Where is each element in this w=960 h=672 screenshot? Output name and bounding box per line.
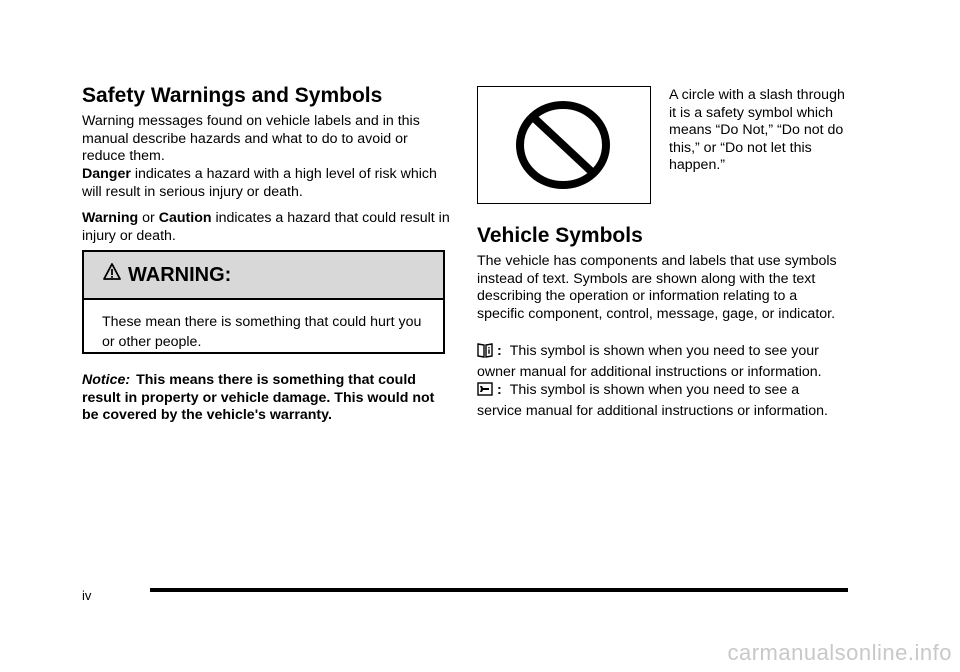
warning-paragraph (82, 210, 452, 245)
footer-rule (150, 588, 848, 592)
caution-term: Caution (158, 210, 212, 226)
section-title-vehicle-symbols: Vehicle Symbols (477, 224, 643, 247)
owner-manual-paragraph (477, 342, 847, 381)
warning-box-body: These mean there is something that could hurt you or other people. (102, 314, 422, 350)
watermark: carmanualsonline.info (727, 640, 952, 665)
warning-text: indicates a hazard that could result in injury or death. (82, 210, 450, 244)
owner-manual-book-icon (477, 342, 493, 364)
do-not-symbol-box (477, 86, 651, 204)
service-manual-colon: : (497, 382, 502, 398)
service-manual-wrench-icon (477, 381, 493, 403)
danger-paragraph (82, 166, 452, 201)
danger-text: indicates a hazard with a high level of risk which will result in serious injury or death. (82, 166, 437, 200)
warning-triangle-icon (102, 262, 122, 288)
safety-intro: Warning messages found on vehicle labels and in this manual describe hazards and what to do to avoid or reduce them. (82, 113, 420, 164)
owner-manual-text: This symbol is shown when you need to see your owner manual for additional instructions or information. (477, 343, 822, 380)
vehicle-symbols-intro: The vehicle has components and labels that use symbols instead of text. Symbols are shown along with the text describing the operation or information relating to a specific component, control, message, gage, or indicator. (477, 253, 837, 322)
owner-manual-colon: : (497, 343, 502, 359)
notice-text: This means there is something that could result in property or vehicle damage. This would not be covered by the vehicle's warranty. (82, 372, 435, 423)
service-manual-paragraph (477, 381, 847, 420)
warning-box (82, 250, 445, 354)
notice-term: Notice: (82, 372, 131, 388)
circle-slash-icon (515, 100, 611, 195)
page-number: iv (82, 588, 92, 603)
section-title-safety: Safety Warnings and Symbols (82, 84, 383, 107)
warning-box-heading: WARNING: (128, 263, 232, 286)
warning-box-header (84, 252, 443, 300)
symbol-caption: A circle with a slash through it is a safety symbol which means “Do Not,” “Do not do this,” or “Do not let this happen.” (669, 87, 845, 173)
notice-paragraph (82, 372, 452, 425)
service-manual-text: This symbol is shown when you need to see a service manual for additional instructions or information. (477, 382, 828, 419)
warning-term: Warning (82, 210, 139, 226)
or-word: or (138, 210, 159, 226)
danger-term: Danger (82, 166, 131, 182)
